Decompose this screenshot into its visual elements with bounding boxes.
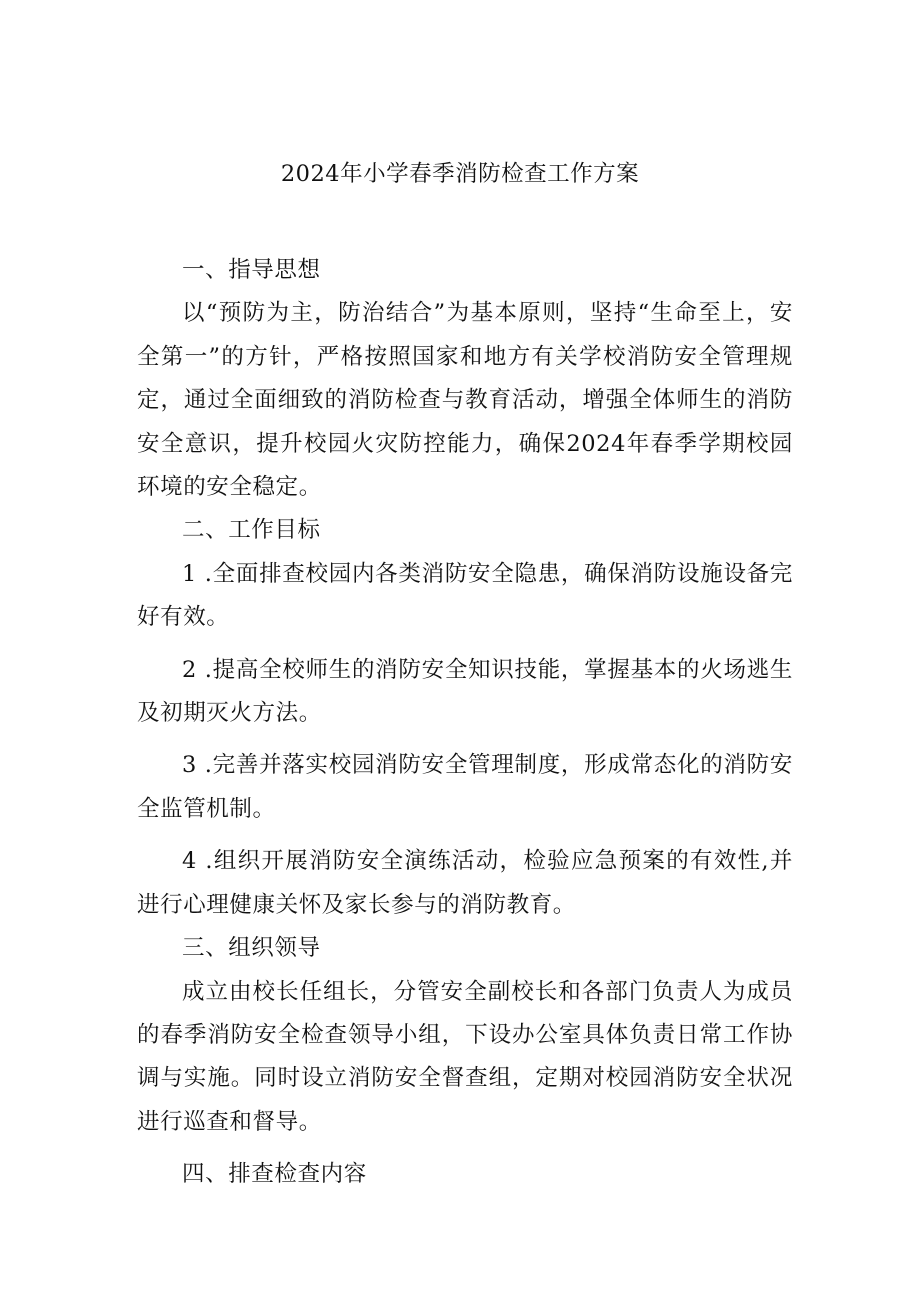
section-heading-organization: 三、组织领导: [182, 935, 321, 962]
spacer: [137, 735, 793, 744]
goal-item-3: 3 .完善并落实校园消防安全管理制度，形成常态化的消防安全监管机制。: [137, 752, 793, 822]
spacer: [137, 831, 793, 840]
section-heading-work-goals: 二、工作目标: [182, 517, 321, 544]
goal-item-2: 2 .提高全校师生的消防安全知识技能，掌握基本的火场逃生及初期灭火方法。: [137, 656, 793, 727]
section-heading-guiding-ideology: 一、指导思想: [182, 257, 321, 283]
paragraph-organization: 成立由校长任组长，分管安全副校长和各部门负责人为成员的春季消防安全检查领导小组，下设办公室具体负责日常工作协调与实施。同时设立消防安全督查组，定期对校园消防安全状况进行巡查和督导。: [137, 978, 793, 1135]
document-title: 2024年小学春季消防检查工作方案: [280, 161, 640, 187]
spacer: [137, 640, 793, 649]
goal-item-1: 1 .全面排查校园内各类消防安全隐患，确保消防设施设备完好有效。: [137, 560, 793, 631]
goal-item-4: 4 .组织开展消防安全演练活动，检验应急预案的有效性,并进行心理健康关怀及家长参与的消防教育。: [137, 848, 793, 918]
section-heading-inspection-content: 四、排查检查内容: [182, 1161, 367, 1188]
spacer: [137, 1144, 793, 1153]
paragraph-guiding-ideology: 以“预防为主，防治结合”为基本原则，坚持“生命至上，安全第一”的方针，严格按照国家和地方有关学校消防安全管理规定，通过全面细致的消防检查与教育活动，增强全体师生的消防安全意识，提升校园火灾防控能力，确保2024年春季学期校园环境的安全稳定。: [137, 300, 793, 501]
document-body: [137, 249, 793, 1197]
